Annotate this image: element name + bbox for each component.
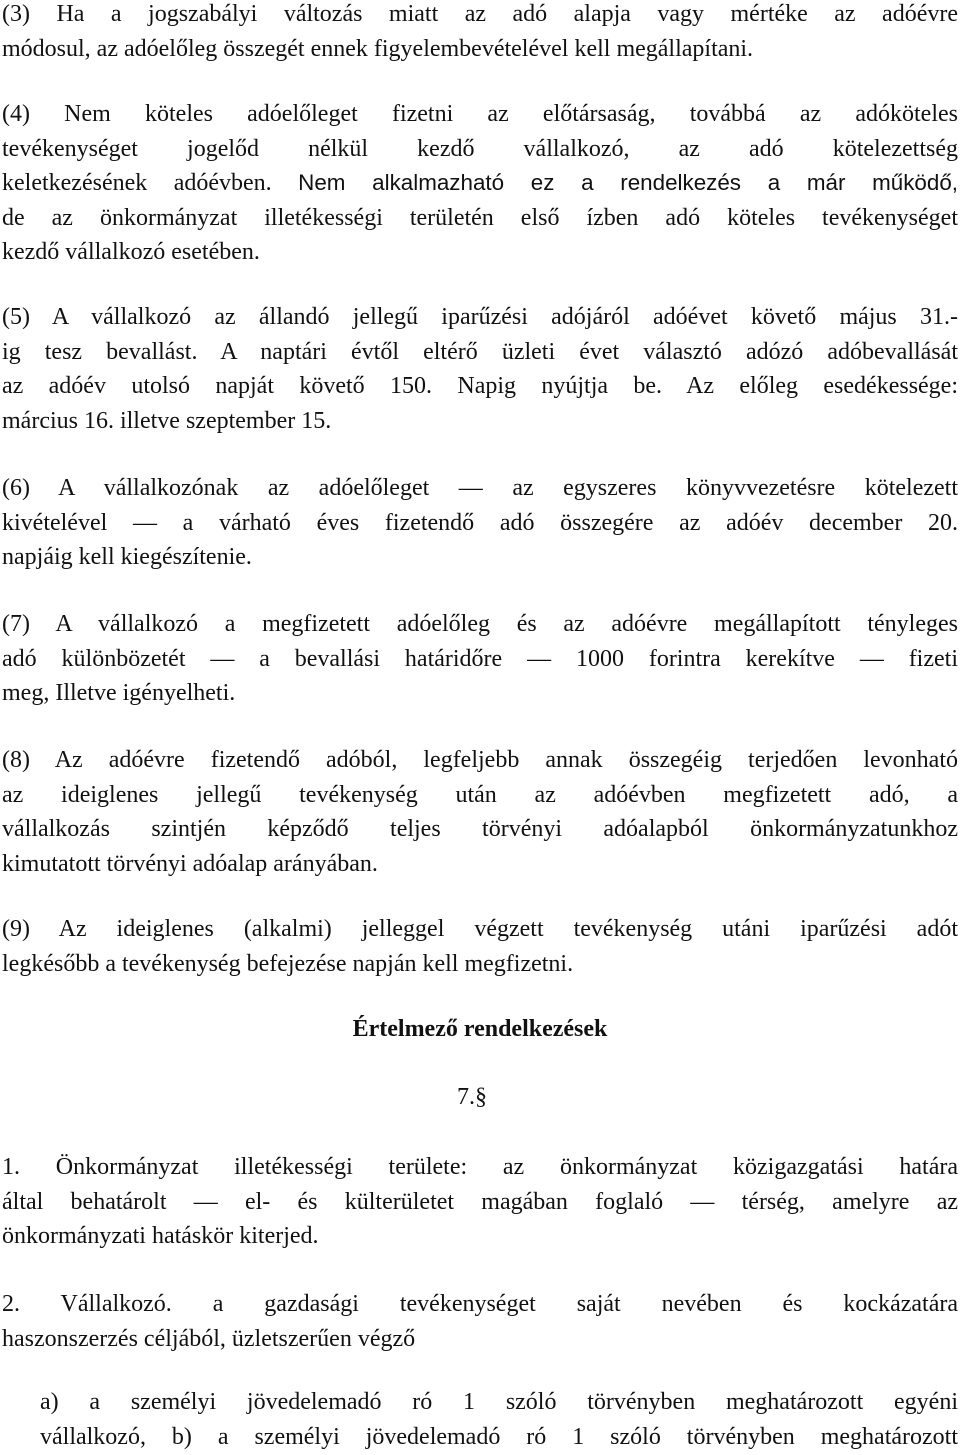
paragraph-text: ig tesz bevallást. — [2, 338, 198, 365]
paragraph-line: 1. Önkormányzat illetékességi területe: az önkormányzat közigazgatási határa — [2, 1154, 958, 1180]
section-heading: Értelmező rendelkezések — [352, 1016, 608, 1042]
paragraph-line: (9) Az ideiglenes (alkalmi) jelleggel végzett tevékenység utáni iparűzési adót — [2, 916, 958, 942]
paragraph-line-mixed — [2, 335, 958, 370]
paragraph-7 — [2, 607, 958, 711]
paragraph-line: az ideiglenes jellegű tevékenység után az adóévben megfizetett adó, a — [2, 781, 958, 808]
section-number: 7.§ — [457, 1084, 487, 1110]
paragraph-line: kimutatott törvényi adóalap arányában. — [2, 850, 378, 877]
paragraph-line: önkormányzati hatáskör kiterjed. — [2, 1223, 319, 1250]
paragraph-text-serif: keletkezésének adóévben. — [2, 170, 272, 197]
paragraph-line: 2. Vállalkozó. a gazdasági tevékenységet saját nevében és kockázatára — [2, 1291, 958, 1317]
paragraph-line-mixed — [2, 166, 958, 201]
paragraph-line: módosul, az adóelőleg összegét ennek figyelembevételével kell megállapítani. — [2, 35, 754, 62]
paragraph-line: kivételével — a várható éves fizetendő adó összegére az adóév december 20. — [2, 509, 958, 536]
paragraph-line: (5) A vállalkozó az állandó jellegű iparűzési adójáról adóévet követő május 31.- — [2, 304, 958, 330]
paragraph-line: kezdő vállalkozó esetében. — [2, 239, 260, 266]
paragraph-line: haszonszerzés céljából, üzletszerűen végző — [2, 1325, 416, 1352]
definition-1 — [2, 1150, 958, 1254]
paragraph-8 — [2, 743, 958, 881]
paragraph-line: (3) Ha a jogszabályi változás miatt az adó alapja vagy mértéke az adóévre — [2, 1, 958, 27]
paragraph-line: tevékenységet jogelőd nélkül kezdő vállalkozó, az adó kötelezettség — [2, 135, 958, 162]
paragraph-text: A naptári évtől eltérő üzleti évet választó adózó adóbevallását — [220, 338, 958, 365]
paragraph-line: (7) A vállalkozó a megfizetett adóelőleg és az adóévre megállapított tényleges — [2, 611, 958, 637]
paragraph-line: legkésőbb a tevékenység befejezése napján kell megfizetni. — [2, 950, 574, 977]
paragraph-line: az adóév utolsó napját követő 150. Napig nyújtja be. Az előleg esedékessége: — [2, 373, 958, 400]
paragraph-text-sans: Nem alkalmazható ez a rendelkezés a már működő, — [298, 170, 958, 196]
definition-2a — [40, 1385, 958, 1454]
paragraph-line: vállalkozó, b) a személyi jövedelemadó ró 1 szóló törvényben meghatározott — [40, 1423, 958, 1450]
paragraph-line: által behatárolt — el- és külterületet magában foglaló — térség, amelyre az — [2, 1188, 958, 1215]
paragraph-4 — [2, 97, 958, 270]
paragraph-line: (8) Az adóévre fizetendő adóból, legfeljebb annak összegéig terjedően levonható — [2, 747, 958, 773]
definition-2 — [2, 1287, 958, 1356]
paragraph-3 — [2, 0, 958, 66]
paragraph-line: adó különbözetét — a bevallási határidőre — 1000 forintra kerekítve — fizeti — [2, 645, 958, 672]
paragraph-line: de az önkormányzat illetékességi területén első ízben adó köteles tevékenységet — [2, 204, 958, 231]
paragraph-line: meg, Illetve igényelheti. — [2, 680, 236, 707]
paragraph-5 — [2, 300, 958, 438]
paragraph-line: napjáig kell kiegészítenie. — [2, 544, 252, 571]
paragraph-line: (4) Nem köteles adóelőleget fizetni az előtársaság, továbbá az adóköteles — [2, 101, 958, 127]
paragraph-line: március 16. illetve szeptember 15. — [2, 407, 332, 434]
paragraph-9 — [2, 912, 958, 981]
paragraph-line: vállalkozás szintjén képződő teljes törvényi adóalapból önkormányzatunkhoz — [2, 816, 958, 843]
paragraph-6 — [2, 471, 958, 575]
paragraph-line: (6) A vállalkozónak az adóelőleget — az egyszeres könyvvezetésre kötelezett — [2, 475, 958, 501]
paragraph-line: a) a személyi jövedelemadó ró 1 szóló törvényben meghatározott egyéni — [40, 1389, 958, 1415]
